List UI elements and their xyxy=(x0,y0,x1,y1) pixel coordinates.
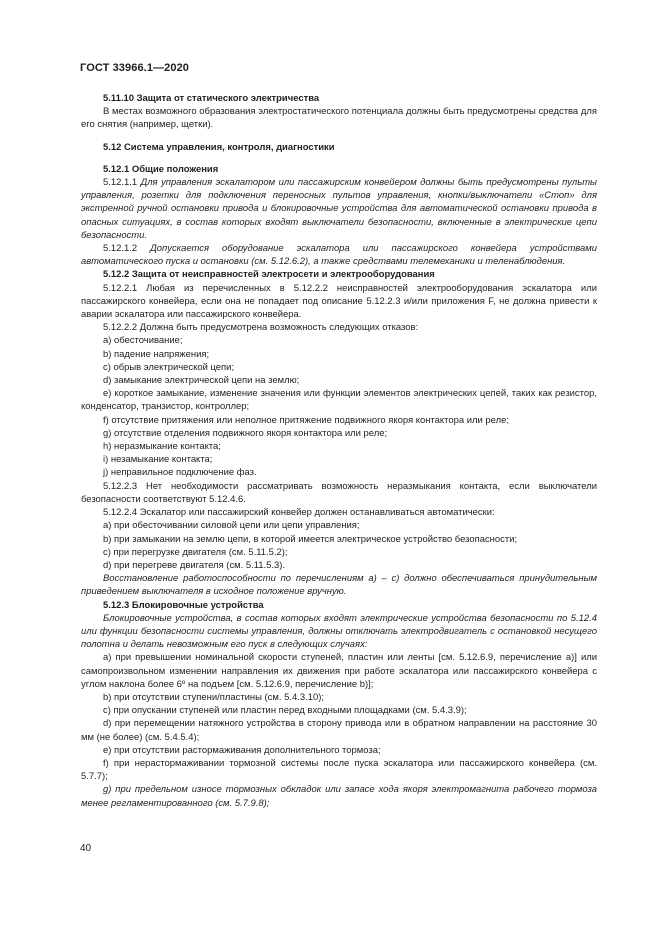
paragraph-text: h) неразмыкание контакта; xyxy=(103,441,221,453)
paragraph xyxy=(81,242,597,268)
paragraph-text: c) при перегрузке двигателя (см. 5.11.5.2); xyxy=(103,546,288,558)
paragraph-text: f) при нерастормаживании тормозной системы после пуска эскалатора или пассажирского конвейера (см. 5.7.7); xyxy=(81,757,597,783)
paragraph-text: 5.12.1.2 xyxy=(103,243,151,255)
list-item xyxy=(81,440,597,453)
paragraph-text: 5.12.1.1 xyxy=(103,177,141,189)
paragraph-text: g) отсутствие отделения подвижного якоря контактора или реле; xyxy=(103,427,388,439)
paragraph-text: 5.11.10 Защита от статического электричества xyxy=(103,93,320,104)
italic-text: Для управления эскалатором или пассажирским конвейером должны быть предусмотрены пульты управления, розетки для подключения переносных пультов управления, кнопки/выключатели «Стоп» для экстренной ручной остановки привода и блокировочные устройства для автоматической остановки привода в опасных ситуациях, в состав которых входят выключатели безопасности, включенные в электрические цепи безопасности. xyxy=(81,177,598,241)
paragraph xyxy=(81,572,597,598)
paragraph-text: f) отсутствие притяжения или неполное притяжение подвижного якоря контактора или реле; xyxy=(103,414,509,426)
paragraph-text: 5.12.2 Защита от неисправностей электросети и электрооборудования xyxy=(103,269,435,281)
list-item xyxy=(81,387,597,413)
list-item xyxy=(81,744,597,757)
italic-text: Блокировочные устройства, в состав которых входят электрические устройства безопасности по 5.12.4 или функции безопасности системы управления, должны отключать электродвигатель с остановкой несущего полотна и делать невозможным его пуск в следующих случаях: xyxy=(81,612,597,651)
list-item xyxy=(81,533,597,546)
italic-text: g) при предельном износе тормозных обкладок или запасе хода якоря электромагнита рабочего тормоза менее регламентированного (см. 5.7.9.8); xyxy=(81,784,597,809)
paragraph-text: j) неправильное подключение фаз. xyxy=(103,467,257,479)
paragraph-text: 5.12.3 Блокировочные устройства xyxy=(103,599,264,611)
paragraph-text: a) при обесточивании силовой цепи или цепи управления; xyxy=(103,520,360,532)
list-item xyxy=(81,651,597,691)
paragraph-text: 5.12.1 Общие положения xyxy=(103,163,219,175)
list-item xyxy=(81,414,597,427)
section-heading xyxy=(81,268,597,281)
paragraph xyxy=(81,176,597,242)
list-item xyxy=(81,348,597,361)
list-item xyxy=(81,374,597,387)
italic-text: Восстановление работоспособности по перечислениям a) – c) должно обеспечиваться принудительным приведением выключателя в исходное положение вручную. xyxy=(81,573,597,598)
list-item xyxy=(81,559,597,572)
section-heading xyxy=(81,141,597,154)
list-item xyxy=(81,427,597,440)
list-item xyxy=(81,334,597,347)
paragraph-text: c) обрыв электрической цепи; xyxy=(103,361,235,373)
list-item xyxy=(81,757,597,783)
paragraph-text: d) замыкание электрической цепи на землю; xyxy=(103,375,300,387)
list-item xyxy=(81,361,597,374)
paragraph-text: d) при перегреве двигателя (см. 5.11.5.3). xyxy=(103,559,286,571)
paragraph-text: b) при замыкании на землю цепи, в которой имеется электрическое устройство безопасности; xyxy=(103,533,518,545)
page-number: 40 xyxy=(80,843,92,854)
paragraph-text: c) при опускании ступеней или пластин перед входными площадками (см. 5.4.3.9); xyxy=(103,705,467,717)
paragraph-text: 5.12.2.4 Эскалатор или пассажирский конвейер должен останавливаться автоматически: xyxy=(103,507,495,519)
section-heading xyxy=(81,599,597,612)
paragraph-text: 5.12 Система управления, контроля, диагностики xyxy=(103,141,335,153)
list-item xyxy=(81,783,597,809)
paragraph xyxy=(81,321,597,334)
list-item xyxy=(81,519,597,532)
paragraph xyxy=(81,282,597,322)
paragraph-text: a) при превышении номинальной скорости ступеней, пластин или ленты [см. 5.12.6.9, перечисление a)] или самопроизвольном изменении направления их движения при работе эскалатора или пассажирского конвейера с углом наклона более 6º на подъем [см. 5.12.6.9, перечисление b)]; xyxy=(81,652,597,690)
paragraph-text: e) при отсутствии растормаживания дополнительного тормоза; xyxy=(103,744,381,756)
document-body xyxy=(81,92,597,810)
list-item xyxy=(81,691,597,704)
paragraph-text: 5.12.2.3 Нет необходимости рассматривать возможность неразмыкания контакта, если выключатели безопасности соответствуют 5.12.4.6. xyxy=(81,480,597,505)
italic-text: Допускается оборудование эскалатора или пассажирского конвейера устройствами автоматического пуска и остановки (см. 5.12.6.2), а также средствами телемеханики и теленаблюдения. xyxy=(81,243,597,268)
paragraph-text: 5.12.2.2 Должна быть предусмотрена возможность следующих отказов: xyxy=(103,322,419,334)
paragraph-text: d) при перемещении натяжного устройства в сторону привода или в обратном направлении на расстояние 30 мм (не более) (см. 5.4.5.4); xyxy=(81,718,597,743)
paragraph-text: e) короткое замыкание, изменение значения или функции элементов электрических цепей, таких как резистор, конденсатор, транзистор, контроллер; xyxy=(81,388,597,413)
paragraph xyxy=(81,506,597,519)
paragraph xyxy=(81,480,597,506)
list-item xyxy=(81,704,597,717)
section-heading xyxy=(81,92,597,105)
document-header: ГОСТ 33966.1—2020 xyxy=(80,62,190,74)
paragraph-text: b) падение напряжения; xyxy=(103,348,210,360)
paragraph-text: 5.12.2.1 Любая из перечисленных в 5.12.2.2 неисправностей электрооборудования эскалатора или пассажирского конвейера, если она не попадает под описание 5.12.2.3 и/или приложения F, не должна привести к аварии эскалатора или пассажирского конвейера. xyxy=(81,282,597,321)
paragraph-text: В местах возможного образования электростатического потенциала должны быть предусмотрены средства для его снятия (например, щетки). xyxy=(81,106,597,131)
paragraph xyxy=(81,105,597,131)
list-item xyxy=(81,466,597,479)
list-item xyxy=(81,453,597,466)
paragraph-text: i) незамыкание контакта; xyxy=(103,454,213,466)
paragraph-text: a) обесточивание; xyxy=(103,335,183,347)
list-item xyxy=(81,546,597,559)
paragraph xyxy=(81,612,597,652)
list-item xyxy=(81,717,597,743)
paragraph-text: b) при отсутствии ступени/пластины (см. 5.4.3.10); xyxy=(103,691,324,703)
section-heading xyxy=(81,163,597,176)
